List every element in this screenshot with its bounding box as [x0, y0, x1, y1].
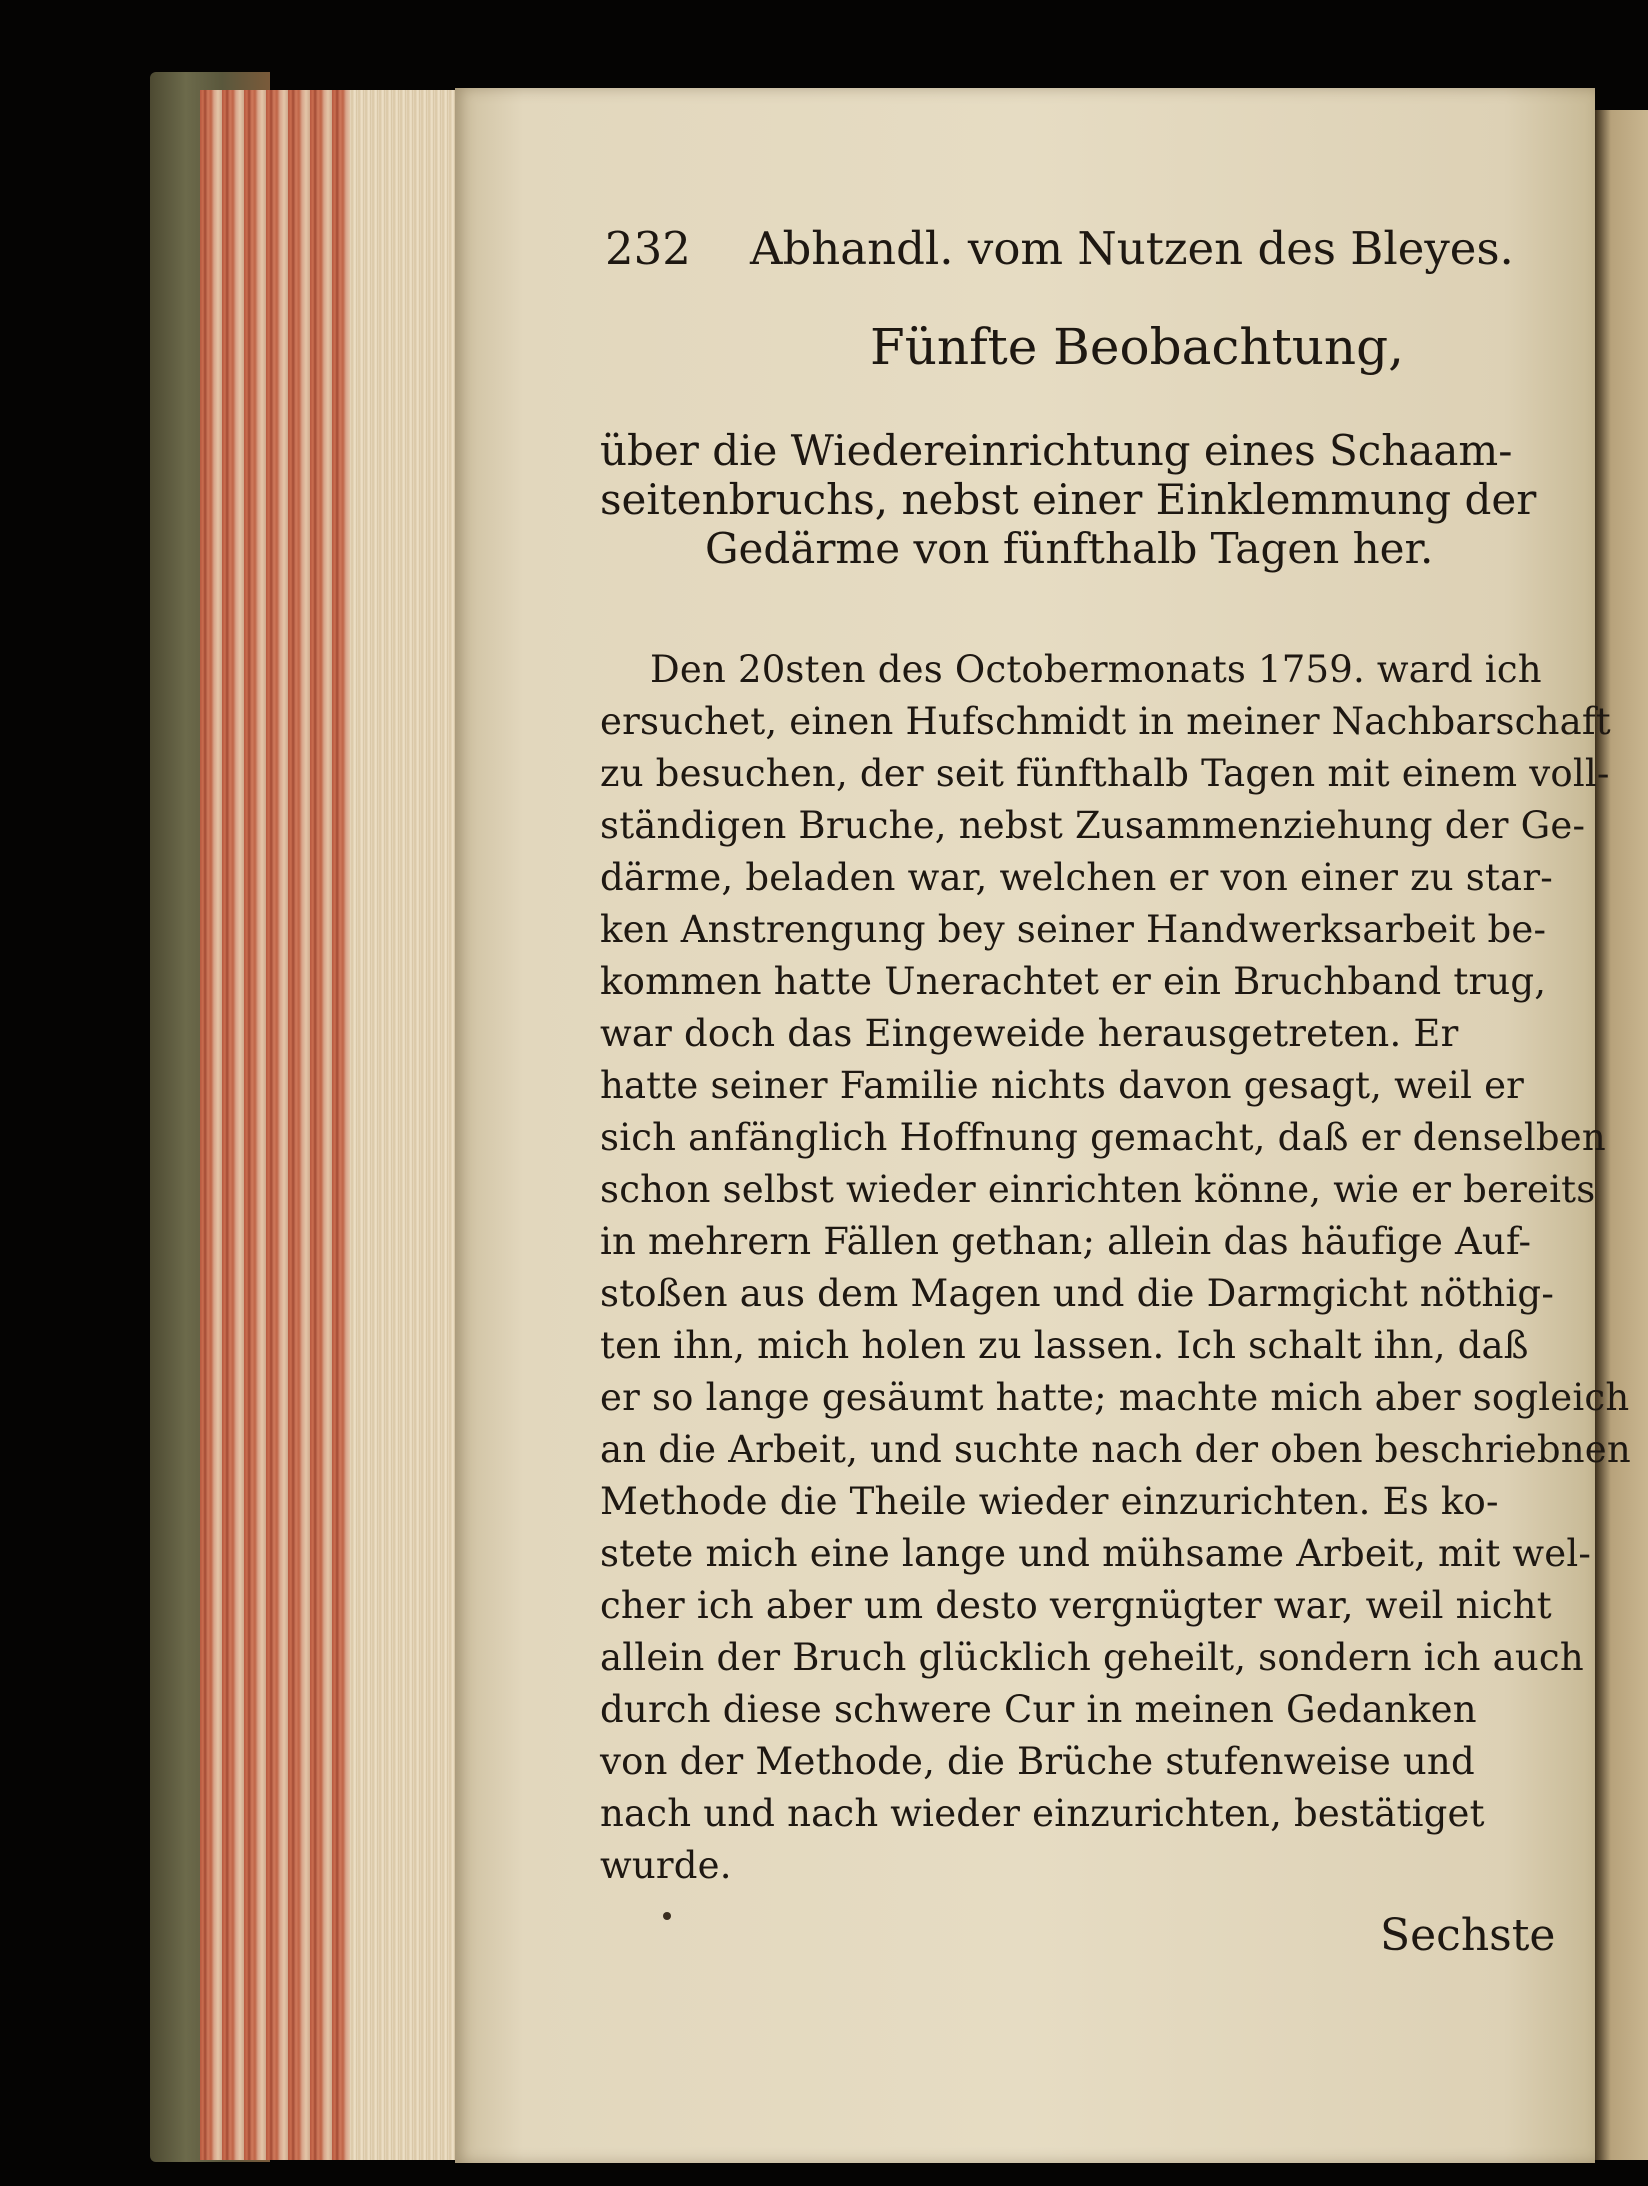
page-edges	[200, 90, 460, 2160]
body-line: sich anfänglich Hoffnung gemacht, daß er denselben	[600, 1116, 1606, 1159]
body-line: durch diese schwere Cur in meinen Gedanken	[600, 1688, 1477, 1731]
body-line: cher ich aber um desto vergnügter war, weil nicht	[600, 1584, 1552, 1627]
body-line: därme, beladen war, welchen er von einer zu star-	[600, 856, 1553, 899]
subtitle-line: Gedärme von fünfthalb Tagen her.	[705, 524, 1434, 573]
body-line: er so lange gesäumt hatte; machte mich aber sogleich	[600, 1376, 1630, 1419]
body-line: stoßen aus dem Magen und die Darmgicht nöthig-	[600, 1272, 1555, 1315]
body-line: in mehrern Fällen gethan; allein das häufige Auf-	[600, 1220, 1532, 1263]
body-line: stete mich eine lange und mühsame Arbeit, mit wel-	[600, 1532, 1592, 1575]
body-line: Methode die Theile wieder einzurichten. Es ko-	[600, 1480, 1499, 1523]
body-line: ersuchet, einen Hufschmidt in meiner Nachbarschaft	[600, 700, 1611, 743]
running-head-title: Abhandl. vom Nutzen des Bleyes.	[750, 222, 1514, 275]
body-line: ständigen Bruche, nebst Zusammenziehung der Ge-	[600, 804, 1586, 847]
body-line: von der Methode, die Brüche stufenweise und	[600, 1740, 1475, 1783]
body-line: nach und nach wieder einzurichten, bestätiget	[600, 1792, 1485, 1835]
subtitle-line: seitenbruchs, nebst einer Einklemmung der	[600, 475, 1537, 524]
body-line: war doch das Eingeweide herausgetreten. Er	[600, 1012, 1459, 1055]
body-line: Den 20sten des Octobermonats 1759. ward ich	[650, 648, 1542, 691]
body-line: allein der Bruch glücklich geheilt, sondern ich auch	[600, 1636, 1584, 1679]
body-line: kommen hatte Unerachtet er ein Bruchband trug,	[600, 960, 1547, 1003]
body-line: schon selbst wieder einrichten könne, wie er bereits	[600, 1168, 1596, 1211]
body-line: an die Arbeit, und suchte nach der oben beschriebnen	[600, 1428, 1631, 1471]
body-line: wurde.	[600, 1844, 732, 1887]
body-line: zu besuchen, der seit fünfthalb Tagen mit einem voll-	[600, 752, 1610, 795]
section-title: Fünfte Beobachtung,	[870, 318, 1405, 376]
catchword: Sechste	[1380, 1910, 1556, 1961]
page-number: 232	[605, 222, 691, 275]
body-line: ken Anstrengung bey seiner Handwerksarbeit be-	[600, 908, 1547, 951]
ink-mark	[663, 1912, 671, 1920]
body-line: ten ihn, mich holen zu lassen. Ich schalt ihn, daß	[600, 1324, 1529, 1367]
body-line: hatte seiner Familie nichts davon gesagt, weil er	[600, 1064, 1525, 1107]
subtitle-line: über die Wiedereinrichtung eines Schaam-	[600, 426, 1513, 475]
